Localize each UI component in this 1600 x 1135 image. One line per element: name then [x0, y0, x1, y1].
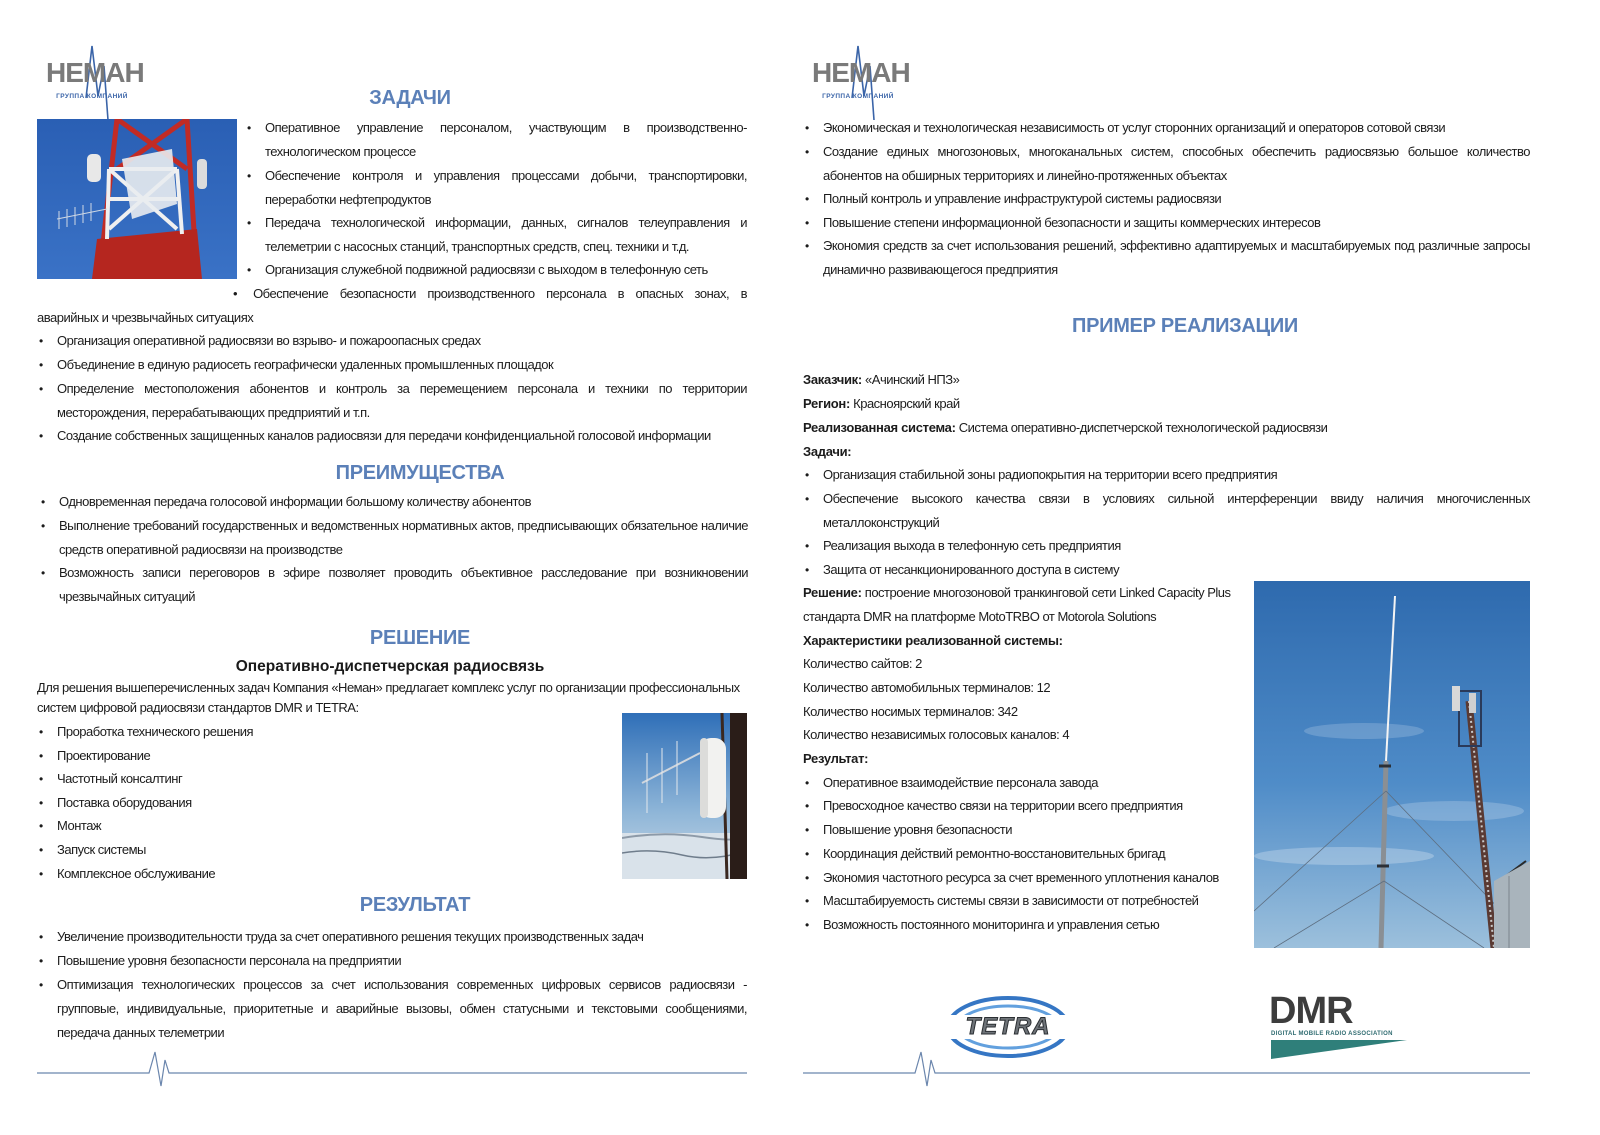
list-item: • Определение местоположения абонентов и контроль за перемещением персонала и техники по территории месторождения, перерабатывающих предприятий и т.п.: [37, 377, 747, 425]
customer-label: Заказчик:: [803, 372, 862, 387]
list-item: • Экономия средств за счет использования решений, эффективно адаптируемых и масштабируемых под различные запросы динамично развивающегося предприятия: [803, 234, 1530, 282]
antenna-illustration: [622, 713, 747, 879]
logo-subtitle: ГРУППА КОМПАНИЙ: [822, 93, 894, 100]
list-item: • Повышение степени информационной безопасности и защиты коммерческих интересов: [803, 211, 1530, 235]
footer-pulse-divider: [803, 1048, 1530, 1088]
neman-logo: [812, 38, 912, 120]
specs-label: Характеристики реализованной системы:: [803, 633, 1063, 648]
list-item: • Монтаж: [37, 814, 537, 838]
system-label: Реализованная система:: [803, 420, 956, 435]
case-solution-label: Решение:: [803, 585, 862, 600]
logo-subtitle: ГРУППА КОМПАНИЙ: [56, 93, 128, 100]
tetra-wordmark: TETRA: [965, 1013, 1051, 1040]
solution-row: [803, 581, 1248, 605]
list-item: Обеспечение безопасности производственного персонала в опасных зонах, в аварийных и чрезвычайных ситуациях: [37, 286, 747, 325]
region-value: Красноярский край: [853, 396, 960, 411]
spec-item: Количество сайтов: 2: [803, 656, 922, 671]
right-page: [785, 0, 1600, 1135]
list-item: • Организация оперативной радиосвязи во взрыво- и пожароопасных средах: [37, 329, 747, 353]
left-page: [0, 0, 785, 1135]
tasks-heading: ЗАДАЧИ: [369, 87, 451, 109]
case-solution-line2: стандарта DMR на платформе MotoTRBO от Motorola Solutions: [803, 609, 1157, 624]
antenna-photo: [622, 713, 747, 879]
region-label: Регион:: [803, 396, 851, 411]
list-item: • Выполнение требований государственных и ведомственных нормативных актов, предписывающих обязательное наличие средств оперативной радиосвязи на производстве: [39, 514, 748, 562]
list-item: • Одновременная передача голосовой информации большому количеству абонентов: [39, 490, 748, 514]
dmr-subtitle: DIGITAL MOBILE RADIO ASSOCIATION: [1271, 1031, 1393, 1037]
system-row: [803, 416, 1530, 440]
region-row: [803, 392, 1530, 416]
list-item: • Передача технологической информации, данных, сигналов телеуправления и телеметрии с насосных станций, транспортных средств, спец. техники и т.д.: [245, 211, 747, 259]
case-result-label: Результат:: [803, 751, 869, 766]
list-item: • Проработка технического решения: [37, 720, 537, 744]
case-solution-line1: построение многозоновой транкинговой сети Linked Capacity Plus: [864, 585, 1231, 600]
list-item: • Оптимизация технологических процессов за счет использования современных цифровых сервисов радиосвязи - групповые, индивидуальные, приоритетные и аварийные вызовы, обмен статусными и текстовыми сообщениями, передача данных телеметрии: [37, 973, 747, 1045]
list-item: • Объединение в единую радиосеть географически удаленных промышленных площадок: [37, 353, 747, 377]
customer-value: «Ачинский НПЗ»: [865, 372, 960, 387]
logo-wordmark: НЕМАН: [46, 57, 144, 88]
result-heading: РЕЗУЛЬТАТ: [359, 894, 471, 916]
list-item: • Повышение уровня безопасности: [803, 818, 1248, 842]
list-item: • Экономия частотного ресурса за счет временного уплотнения каналов: [803, 866, 1248, 890]
list-item: • Комплексное обслуживание: [37, 862, 537, 886]
system-value: Система оперативно-диспетчерской технологической радиосвязи: [958, 420, 1328, 435]
list-item: • Обеспечение высокого качества связи в условиях сильной интерференции ввиду наличия многочисленных металлоконструкций: [803, 487, 1530, 535]
list-item: • Реализация выхода в телефонную сеть предприятия: [803, 534, 1530, 558]
neman-logo: [46, 38, 146, 120]
list-item: • Защита от несанкционированного доступа в систему: [803, 558, 1530, 582]
case-tasks-label: Задачи:: [803, 444, 852, 459]
list-item: • Превосходное качество связи на территории всего предприятия: [803, 794, 1248, 818]
logo-wordmark: НЕМАН: [812, 57, 910, 88]
bullet: •: [233, 286, 238, 301]
list-item: • Оперативное взаимодействие персонала завода: [803, 771, 1248, 795]
list-item: • Организация служебной подвижной радиосвязи с выходом в телефонную сеть: [245, 258, 747, 282]
list-item: • Координация действий ремонтно-восстановительных бригад: [803, 842, 1248, 866]
list-item: • Поставка оборудования: [37, 791, 537, 815]
tower-photo: [37, 119, 237, 279]
solution-subtitle: Оперативно-диспетчерская радиосвязь: [235, 658, 545, 675]
list-item: • Проектирование: [37, 744, 537, 768]
solution-intro: Для решения вышеперечисленных задач Компания «Неман» предлагает комплекс услуг по организации профессиональных систем цифровой радиосвязи стандартов DMR и TETRA:: [37, 680, 740, 715]
list-item: • Создание собственных защищенных каналов радиосвязи для передачи конфиденциальной голосовой информации: [37, 424, 747, 448]
solution-heading: РЕШЕНИЕ: [369, 627, 471, 649]
tower-illustration: [37, 119, 237, 279]
list-item: • Повышение уровня безопасности персонала на предприятии: [37, 949, 747, 973]
list-item: • Масштабируемость системы связи в зависимости от потребностей: [803, 889, 1248, 913]
list-item: • Частотный консалтинг: [37, 767, 537, 791]
list-item: • Обеспечение контроля и управления процессами добычи, транспортировки, переработки нефтепродуктов: [245, 164, 747, 212]
mast-photo: [1254, 581, 1530, 948]
list-item: • Создание единых многозоновых, многоканальных систем, способных обеспечить радиосвязью большое количество абонентов на обширных территориях и линейно-протяженных объектах: [803, 140, 1530, 188]
list-item: • Увеличение производительности труда за счет оперативного решения текущих производственных задач: [37, 925, 747, 949]
advantages-heading: ПРЕИМУЩЕСТВА: [335, 462, 505, 484]
spec-item: Количество носимых терминалов: 342: [803, 704, 1018, 719]
list-item: • Возможность постоянного мониторинга и управления сетью: [803, 913, 1248, 937]
case-heading: ПРИМЕР РЕАЛИЗАЦИИ: [1072, 315, 1298, 337]
list-item: • Экономическая и технологическая независимость от услуг сторонних организаций и операторов сотовой связи: [803, 116, 1530, 140]
list-item: • Организация стабильной зоны радиопокрытия на территории всего предприятия: [803, 463, 1530, 487]
spec-item: Количество независимых голосовых каналов: 4: [803, 727, 1070, 742]
list-item: • Полный контроль и управление инфраструктурой системы радиосвязи: [803, 187, 1530, 211]
spec-item: Количество автомобильных терминалов: 12: [803, 680, 1051, 695]
list-item: • Оперативное управление персоналом, участвующим в производственно-технологическом процессе: [245, 116, 747, 164]
dmr-wordmark: DMR: [1269, 990, 1353, 1032]
list-item: • Возможность записи переговоров в эфире позволяет проводить объективное расследование при возникновении чрезвычайных ситуаций: [39, 561, 748, 609]
customer-row: [803, 368, 1530, 392]
tasks-item-safety: [37, 282, 747, 330]
mast-illustration: [1254, 581, 1530, 948]
footer-pulse-divider: [37, 1048, 747, 1088]
list-item: • Запуск системы: [37, 838, 537, 862]
